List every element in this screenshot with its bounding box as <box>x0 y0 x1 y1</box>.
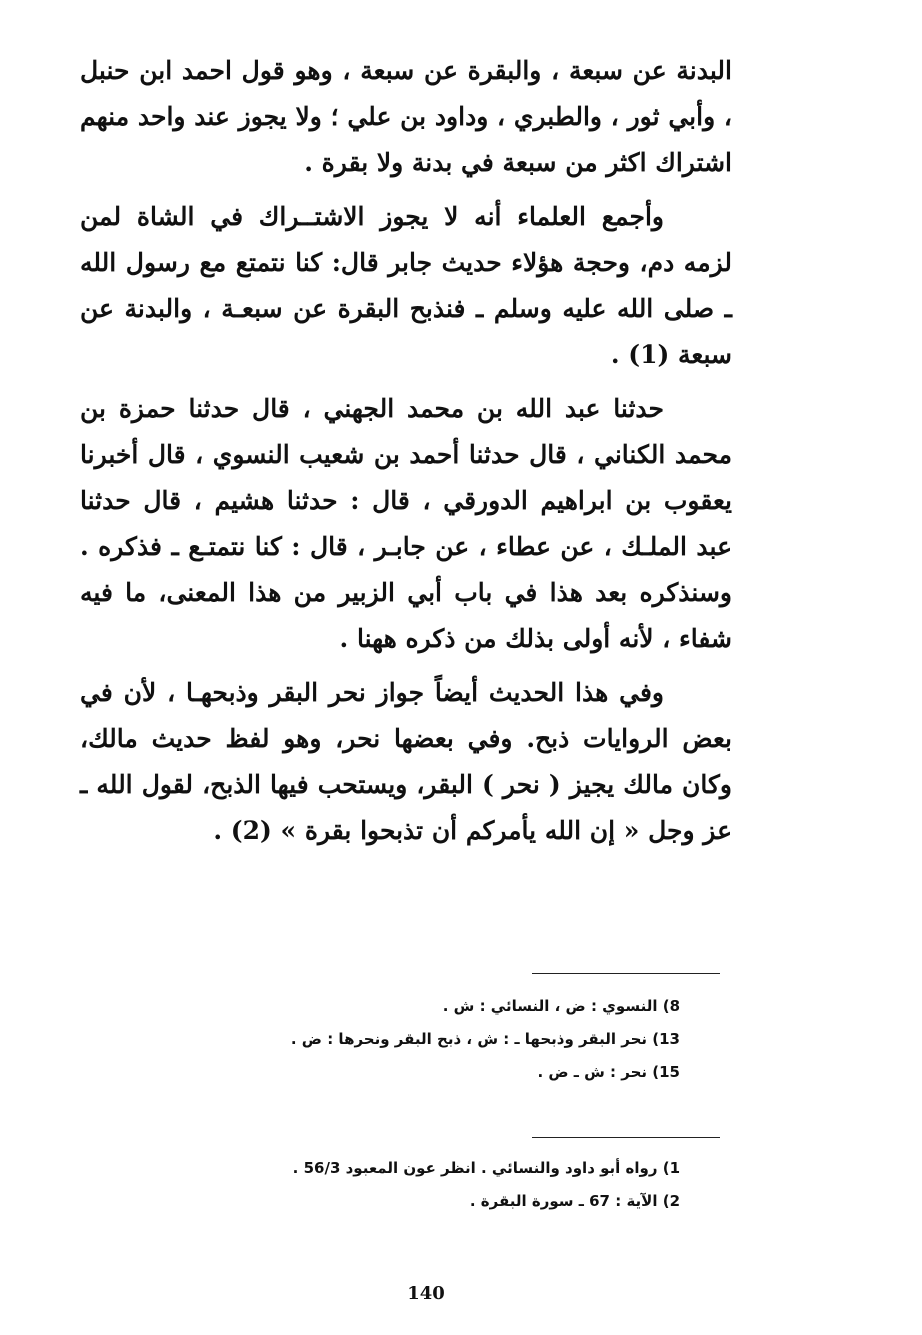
paragraph-4: وفي هذا الحديث أيضاً جواز نحر البقر وذبحهـا ، لأن في بعض الروايات ذبح. وفي بعضها نحر، وهو لفظ حديث مالك، وكان مالك يجيز ( نحر ) البقر، ويستحب فيها الذبح، لقول الله ـ عز وجل « إن الله يأمركم أن تذبحوا بقرة » (2) . <box>80 678 732 845</box>
apparatus-note: 13) نحر البقر وذبحها ـ : ش ، ذبح البقر ونحرها : ض . <box>290 1030 680 1048</box>
apparatus-note: 8) النسوي : ض ، النسائي : ش . <box>442 997 680 1015</box>
footnote: 1) رواه أبو داود والنسائي . انظر عون المعبود 56/3 . <box>292 1159 680 1177</box>
paragraph-2: وأجمع العلماء أنه لا يجوز الاشتــراك في الشاة لمن لزمه دم، وحجة هؤلاء حديث جابر قال: كنا نتمتع مع رسول الله ـ صلى الله عليه وسلم ـ فنذبح البقرة عن سبعـة ، والبدنة عن سبعة (1) . <box>80 202 732 369</box>
apparatus-divider <box>532 973 720 974</box>
footnotes <box>120 1152 680 1218</box>
footnote-divider <box>532 1137 720 1138</box>
paragraph-1: البدنة عن سبعة ، والبقرة عن سبعة ، وهو قول احمد ابن حنبل ، وأبي ثور ، والطبري ، وداود بن علي ؛ ولا يجوز عند واحد منهم اشتراك اكثر من سبعة في بدنة ولا بقرة . <box>80 56 732 177</box>
apparatus-notes <box>120 990 680 1089</box>
page-number: 140 <box>407 1283 445 1304</box>
main-text-block <box>80 48 732 862</box>
footnote: 2) الآية : 67 ـ سورة البقرة . <box>469 1192 680 1210</box>
paragraph-3: حدثنا عبد الله بن محمد الجهني ، قال حدثنا حمزة بن محمد الكناني ، قال حدثنا أحمد بن شعيب النسوي ، قال أخبرنا يعقوب بن ابراهيم الدورقي ، قال : حدثنا هشيم ، قال حدثنا عبد الملـك ، عن عطاء ، عن جابـر ، قال : كنا نتمتـع ـ فذكره . وسنذكره بعد هذا في باب أبي الزبير من هذا المعنى، ما فيه شفاء ، لأنه أولى بذلك من ذكره ههنا . <box>80 394 732 653</box>
apparatus-note: 15) نحر : ش ـ ض . <box>537 1063 680 1081</box>
